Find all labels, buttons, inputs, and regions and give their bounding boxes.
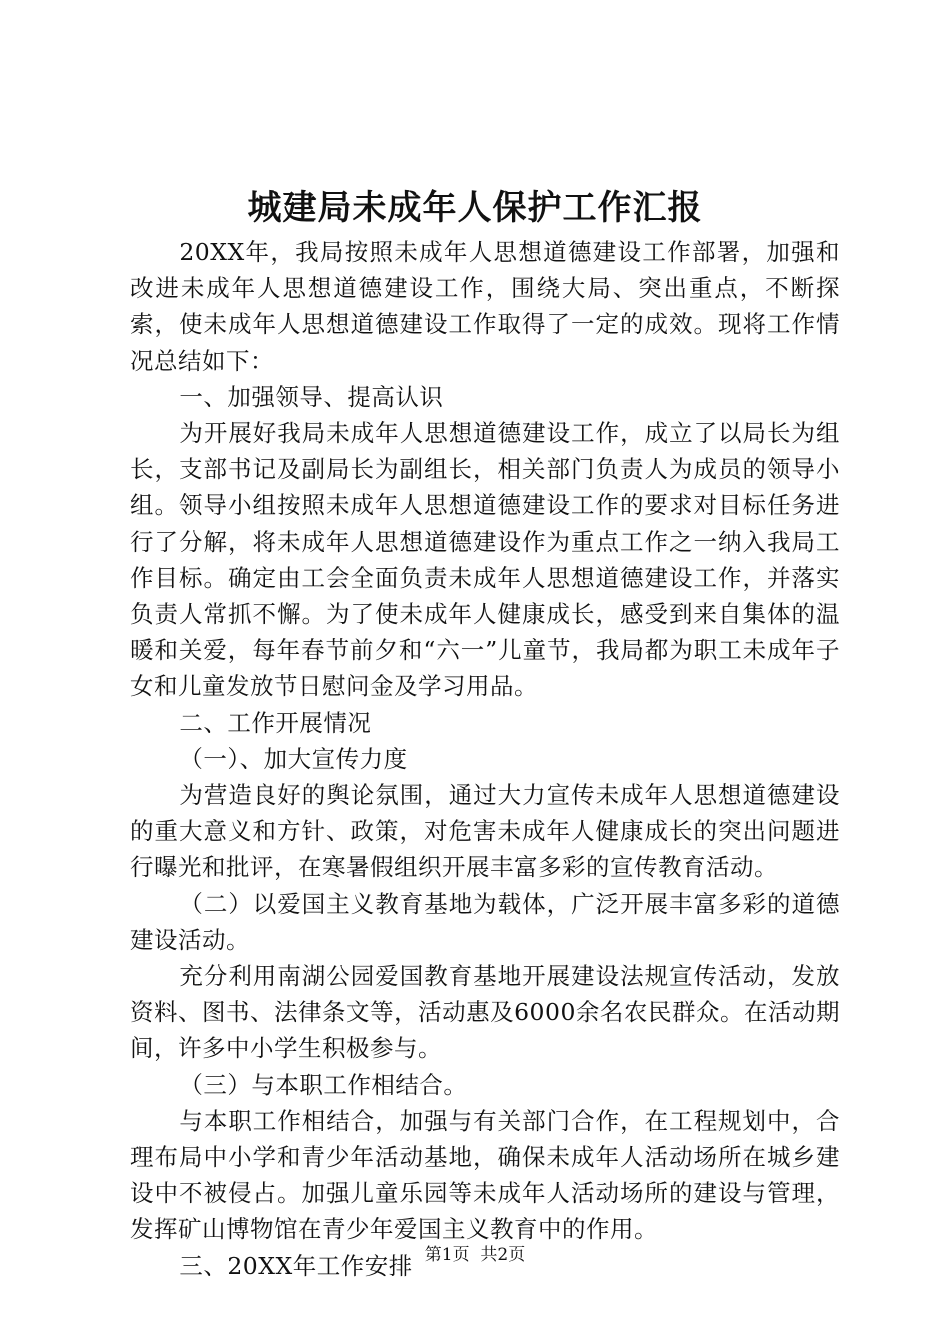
paragraph-activities: 充分利用南湖公园爱国教育基地开展建设法规宣传活动，发放资料、图书、法律条文等，活动惠及6000余名农民群众。在活动期间，许多中小学生积极参与。	[130, 962, 840, 1063]
document-body	[130, 234, 840, 1284]
paragraph-leadership: 为开展好我局未成年人思想道德建设工作，成立了以局长为组长，支部书记及副局长为副组长，相关部门负责人为成员的领导小组。领导小组按照未成年人思想道德建设工作的要求对目标任务进行了分解，将未成年人思想道德建设作为重点工作之一纳入我局工作目标。确定由工会全面负责未成年人思想道德建设工作，并落实负责人常抓不懈。为了使未成年人健康成长，感受到来自集体的温暖和关爱，每年春节前夕和“六一”儿童节，我局都为职工未成年子女和儿童发放节日慰问金及学习用品。	[130, 419, 840, 701]
heading-section-3: 三、20XX年工作安排	[179, 1251, 413, 1280]
page-number: 第1页 共2页	[424, 1245, 526, 1265]
subheading-2-1: （一）、加大宣传力度	[179, 744, 408, 773]
subheading-2-2: （二）以爱国主义教育基地为载体，广泛开展丰富多彩的道德建设活动。	[130, 889, 840, 954]
paragraph-work-integration: 与本职工作相结合，加强与有关部门合作，在工程规划中，合理布局中小学和青少年活动基地，确保未成年人活动场所在城乡建设中不被侵占。加强儿童乐园等未成年人活动场所的建设与管理，发挥矿山博物馆在青少年爱国主义教育中的作用。	[130, 1106, 840, 1244]
subheading-2-3: （三）与本职工作相结合。	[179, 1070, 468, 1099]
document-title: 城建局未成年人保护工作汇报	[247, 188, 703, 228]
heading-section-1: 一、加强领导、提高认识	[179, 382, 444, 411]
paragraph-publicity: 为营造良好的舆论氛围，通过大力宣传未成年人思想道德建设的重大意义和方针、政策，对危害未成年人健康成长的突出问题进行曝光和批评，在寒暑假组织开展丰富多彩的宣传教育活动。	[130, 781, 840, 882]
page-footer	[0, 1243, 950, 1267]
paragraph-intro: 20XX年，我局按照未成年人思想道德建设工作部署，加强和改进未成年人思想道德建设工作，围绕大局、突出重点，不断探索，使未成年人思想道德建设工作取得了一定的成效。现将工作情况总结如下：	[130, 238, 840, 375]
heading-section-2: 二、工作开展情况	[179, 708, 372, 737]
